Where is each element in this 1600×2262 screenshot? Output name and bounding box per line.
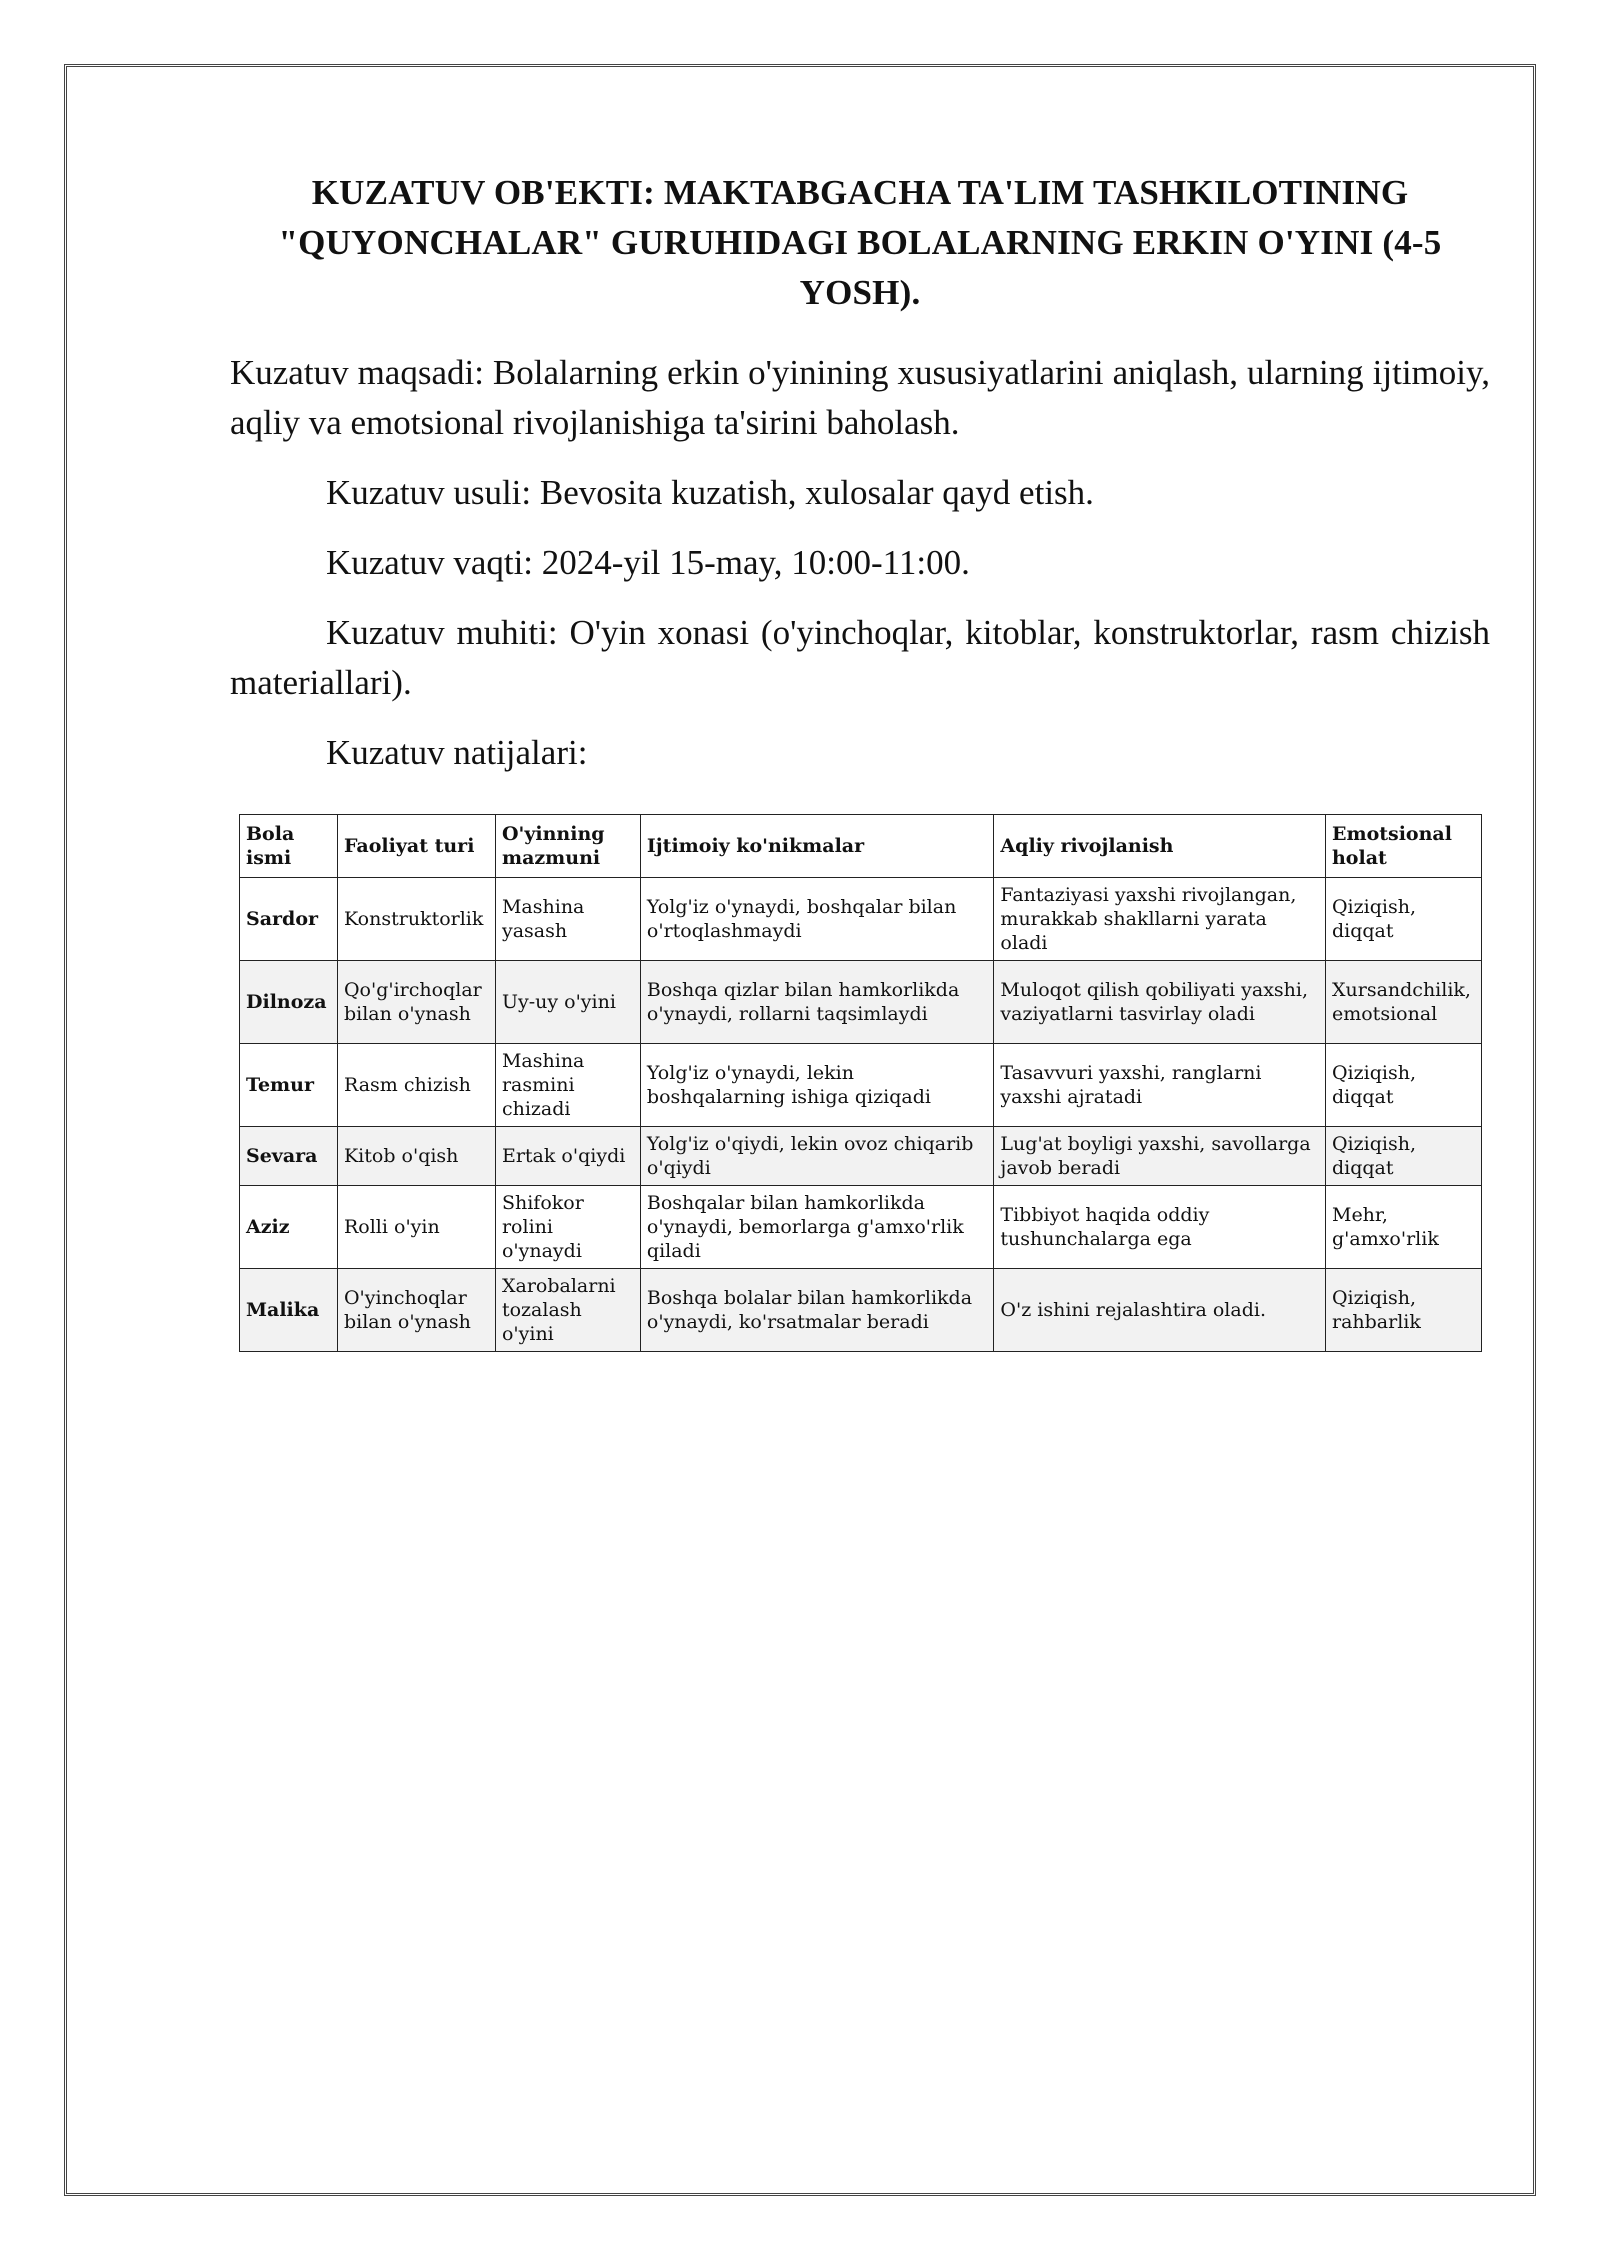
- cell-name: Dilnoza: [240, 961, 338, 1044]
- table-row: [240, 1127, 1482, 1186]
- cell-mental: O'z ishini rejalashtira oladi.: [994, 1269, 1326, 1352]
- header-bola-ismi: Bola ismi: [240, 815, 338, 878]
- cell-emotional: Qiziqish, rahbarlik: [1325, 1269, 1481, 1352]
- cell-activity: Rolli o'yin: [337, 1186, 495, 1269]
- cell-activity: Rasm chizish: [337, 1044, 495, 1127]
- document-body: [230, 168, 1490, 1352]
- cell-name: Sardor: [240, 878, 338, 961]
- table-row: [240, 878, 1482, 961]
- cell-emotional: Qiziqish, diqqat: [1325, 1127, 1481, 1186]
- table-row: [240, 1186, 1482, 1269]
- cell-social: Boshqalar bilan hamkorlikda o'ynaydi, bemorlarga g'amxo'rlik qiladi: [640, 1186, 994, 1269]
- cell-content: Shifokor rolini o'ynaydi: [495, 1186, 640, 1269]
- header-emotsional-holat: Emotsional holat: [1325, 815, 1481, 878]
- cell-mental: Muloqot qilish qobiliyati yaxshi, vaziyatlarni tasvirlay oladi: [994, 961, 1326, 1044]
- cell-social: Yolg'iz o'qiydi, lekin ovoz chiqarib o'qiydi: [640, 1127, 994, 1186]
- cell-social: Boshqa bolalar bilan hamkorlikda o'ynaydi, ko'rsatmalar beradi: [640, 1269, 994, 1352]
- cell-activity: Kitob o'qish: [337, 1127, 495, 1186]
- table-row: [240, 1269, 1482, 1352]
- cell-mental: Lug'at boyligi yaxshi, savollarga javob beradi: [994, 1127, 1326, 1186]
- cell-activity: Qo'g'irchoqlar bilan o'ynash: [337, 961, 495, 1044]
- cell-name: Malika: [240, 1269, 338, 1352]
- results-table: [239, 814, 1482, 1352]
- cell-content: Ertak o'qiydi: [495, 1127, 640, 1186]
- cell-content: Xarobalarni tozalash o'yini: [495, 1269, 640, 1352]
- cell-content: Uy-uy o'yini: [495, 961, 640, 1044]
- cell-mental: Fantaziyasi yaxshi rivojlangan, murakkab shakllarni yarata oladi: [994, 878, 1326, 961]
- cell-content: Mashina yasash: [495, 878, 640, 961]
- header-ijtimoiy-konikmalar: Ijtimoiy ko'nikmalar: [640, 815, 994, 878]
- results-table-wrapper: [239, 814, 1490, 1352]
- cell-social: Yolg'iz o'ynaydi, lekin boshqalarning ishiga qiziqadi: [640, 1044, 994, 1127]
- document-title: KUZATUV OB'EKTI: MAKTABGACHA TA'LIM TASHKILOTINING "QUYONCHALAR" GURUHIDAGI BOLALARNING ERKIN O'YINI (4-5 YOSH).: [278, 173, 1442, 312]
- cell-activity: Konstruktorlik: [337, 878, 495, 961]
- paragraph-natijalar: Kuzatuv natijalari:: [326, 733, 588, 772]
- paragraph-muhit: Kuzatuv muhiti: O'yin xonasi (o'yinchoqlar, kitoblar, konstruktorlar, rasm chizish materiallari).: [230, 613, 1490, 702]
- table-row: [240, 961, 1482, 1044]
- header-aqliy-rivojlanish: Aqliy rivojlanish: [994, 815, 1326, 878]
- cell-activity: O'yinchoqlar bilan o'ynash: [337, 1269, 495, 1352]
- paragraph-usul: Kuzatuv usuli: Bevosita kuzatish, xulosalar qayd etish.: [326, 473, 1094, 512]
- paragraph-maqsad: Kuzatuv maqsadi: Bolalarning erkin o'yinining xususiyatlarini aniqlash, ularning ijtimoiy, aqliy va emotsional rivojlanishiga ta'sirini baholash.: [230, 353, 1490, 442]
- cell-name: Aziz: [240, 1186, 338, 1269]
- cell-social: Yolg'iz o'ynaydi, boshqalar bilan o'rtoqlashmaydi: [640, 878, 994, 961]
- cell-social: Boshqa qizlar bilan hamkorlikda o'ynaydi, rollarni taqsimlaydi: [640, 961, 994, 1044]
- cell-content: Mashina rasmini chizadi: [495, 1044, 640, 1127]
- table-header-row: [240, 815, 1482, 878]
- header-faoliyat-turi: Faoliyat turi: [337, 815, 495, 878]
- table-row: [240, 1044, 1482, 1127]
- cell-mental: Tasavvuri yaxshi, ranglarni yaxshi ajratadi: [994, 1044, 1326, 1127]
- cell-name: Sevara: [240, 1127, 338, 1186]
- cell-name: Temur: [240, 1044, 338, 1127]
- header-oyin-mazmuni: O'yinning mazmuni: [495, 815, 640, 878]
- cell-mental: Tibbiyot haqida oddiy tushunchalarga ega: [994, 1186, 1326, 1269]
- paragraph-vaqt: Kuzatuv vaqti: 2024-yil 15-may, 10:00-11:00.: [326, 543, 970, 582]
- cell-emotional: Xursandchilik, emotsional: [1325, 961, 1481, 1044]
- cell-emotional: Qiziqish, diqqat: [1325, 878, 1481, 961]
- cell-emotional: Mehr, g'amxo'rlik: [1325, 1186, 1481, 1269]
- cell-emotional: Qiziqish, diqqat: [1325, 1044, 1481, 1127]
